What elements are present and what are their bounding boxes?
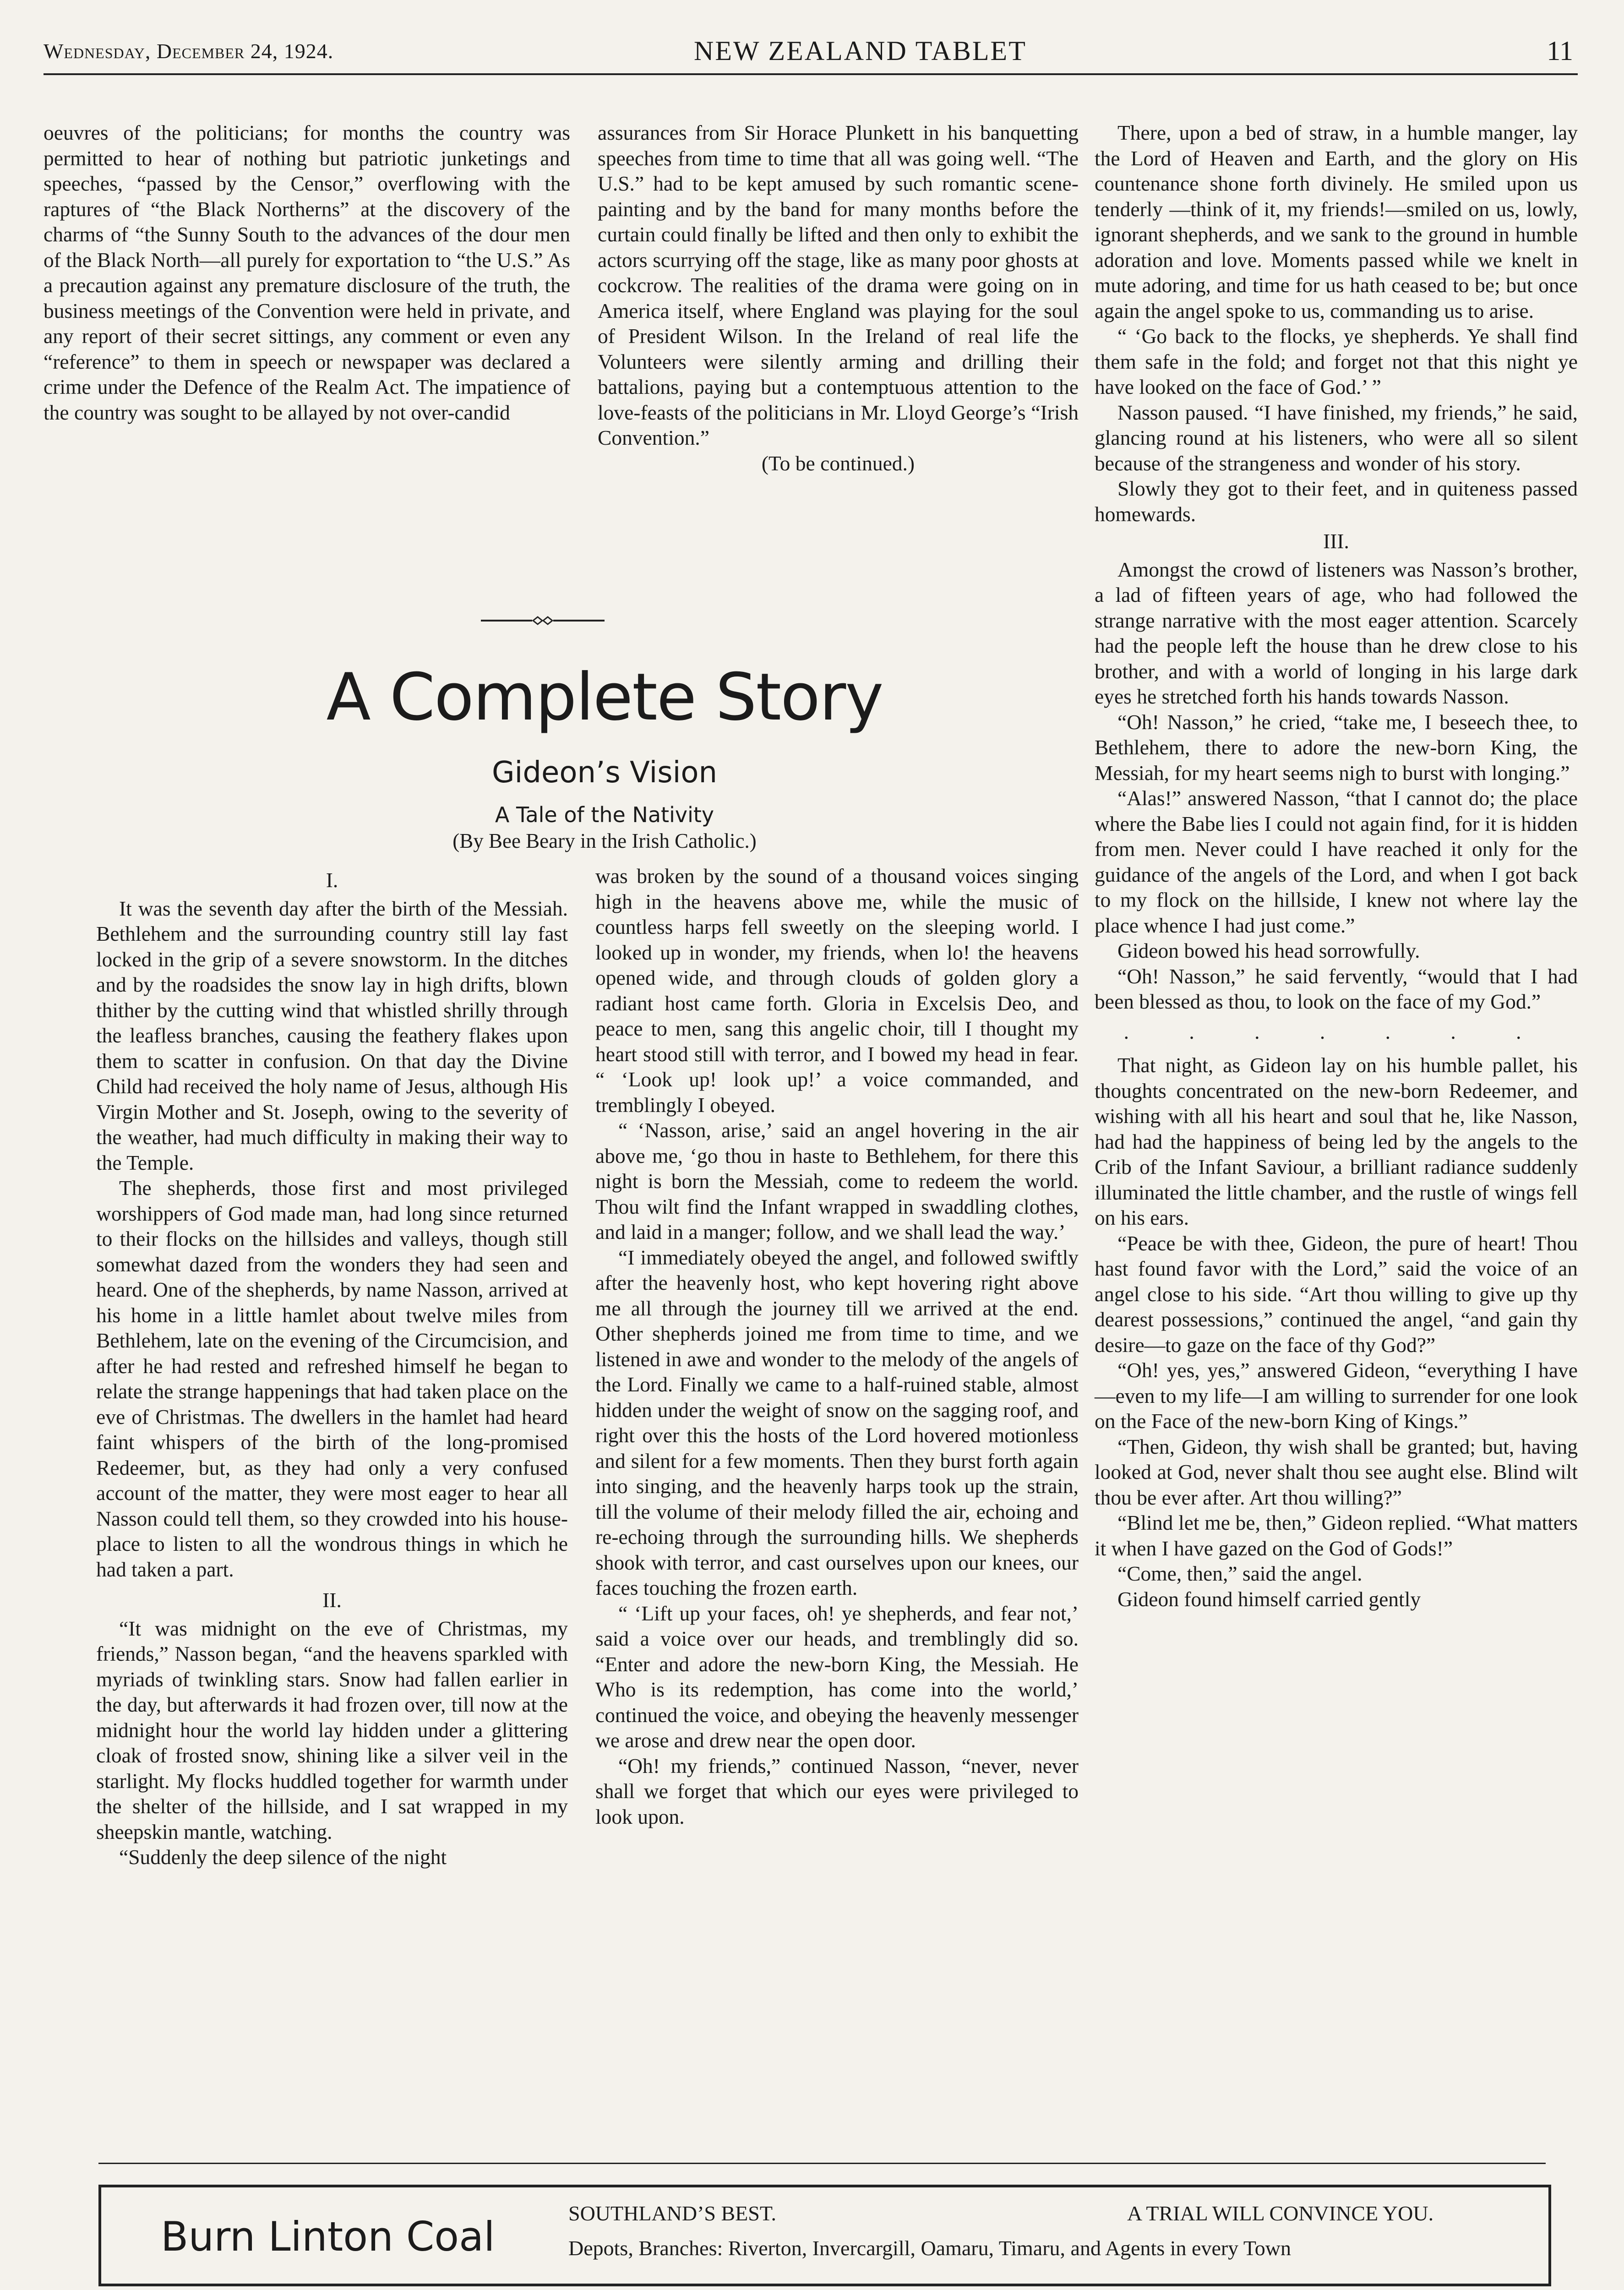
article-paragraph: oeuvres of the politicians; for months the country was permitted to hear of nothing but patriotic junketings and speeches, “passed by the Censor,” overflowing with the raptures of “the Black Northerns” at the discovery of the charms of “the Sunny South to the advances of the dour men of the Black North—all purely for exportation to “the U.S.” As a precaution against any premature disclosure of the truth, the business meetings of the Convention were held in private, and any report of their secret sittings, any comment or even any “reference” to them in speech or newspaper was declared a crime under the Defence of the Realm Act. The impatience of the country was sought to be allayed by not over-candid [44,121,570,424]
advert-depots: Depots, Branches: Riverton, Invercargill, Oamaru, Timaru, and Agents in every Town [568,2236,1291,2260]
story-paragraph: “Oh! Nasson,” he said fervently, “would that I had been blessed as thou, to look on the face of my God.” [1095,964,1578,1013]
story-paragraph: That night, as Gideon lay on his humble pallet, his thoughts concentrated on the new-born Redeemer, and wishing with all his heart and soul that he, like Nasson, had had the happiness of being led by the angels to the Crib of the Infant Saviour, a brilliant radiance suddenly illuminated the little chamber, and the rustle of wings fell on his ears. [1095,1053,1578,1229]
story-paragraph: The shepherds, those first and most privileged worshippers of God made man, had long since returned to their flocks on the hillsides and valleys, though still somewhat dazed from the wonders they had seen and heard. One of the shepherds, by name Nasson, arrived at his home in a little hamlet about twelve miles from Bethlehem, late on the evening of the Circumcision, and after he had rested and refreshed himself he began to relate the strange happenings that had taken place on the eve of Christmas. The dwellers in the hamlet had heard faint whispers of the birth of the long-promised Redeemer, but, as they had only a very confused account of the matter, they were most eager to hear all Nasson could tell them, so they crowded into his house-place to listen to all the wondrous things in which he had taken a part. [96,1176,568,1581]
story-paragraph: Slowly they got to their feet, and in quiteness passed homewards. [1095,477,1578,526]
story-paragraph: “Oh! Nasson,” he cried, “take me, I beseech thee, to Bethlehem, there to adore the new-born King, the Messiah, for my heart seems nigh to burst with longing.” [1095,710,1578,785]
story-paragraph: “Come, then,” said the angel. [1117,1562,1362,1585]
story-paragraph: “Alas!” answered Nasson, “that I cannot do; the place where the Babe lies I could not again find, for it is hidden from men. Never could I have reached it only for the guidance of the angels of the Lord, and when I got back to my flock on the hillside, I knew not where lay the place whence I had just come.” [1095,786,1578,937]
advert-tagline: SOUTHLAND’S BEST. [568,2202,777,2225]
advert-top-rule [98,2163,1546,2164]
column-2-story [595,863,1079,1829]
story-paragraph: “Suddenly the deep silence of the night [119,1845,447,1869]
story-paragraph: Gideon bowed his head sorrowfully. [1117,939,1420,962]
story-paragraph: “Oh! my friends,” continued Nasson, “never, never shall we forget that which our eyes were privileged to look upon. [595,1754,1079,1828]
header-rule [44,73,1578,75]
page-header [44,36,1573,76]
advert-brand: Burn Linton Coal [161,2213,495,2260]
masthead-title: NEW ZEALAND TABLET [694,36,1027,66]
story-paragraph: There, upon a bed of straw, in a humble manger, lay the Lord of Heaven and Earth, and the glory on His countenance shone forth divinely. He smiled upon us tenderly —think of it, my friends!—smiled on us, lowly, ignorant shepherds, and we sank to the ground in humble adoration and love. Moments passed while we knelt in mute adoring, and time for us hath ceased to be; but once again the angel spoke to us, commanding us to arise. [1095,121,1578,322]
story-paragraph: “Then, Gideon, thy wish shall be granted; but, having looked at God, never shalt thou see aught else. Blind wilt thou be ever after. Art thou willing?” [1095,1434,1578,1509]
advert-slogan: A TRIAL WILL CONVINCE YOU. [1127,2202,1434,2225]
article-paragraph: assurances from Sir Horace Plunkett in his banquetting speeches from time to time that all was going well. “The U.S.” had to be kept amused by such romantic scene-painting and by the band for many months before the curtain could finally be lifted and then only to exhibit the actors scurrying off the stage, like as many poor ghosts at cockcrow. The realities of the drama were going on in America itself, where England was playing for the soul of President Wilson. In the Ireland of real life the Volunteers were silently arming and drilling their battalions, paying but a contemptuous attention to the love-feasts of the politicians in Mr. Lloyd George’s “Irish Convention.” [598,121,1079,449]
page-number: 11 [1547,36,1573,66]
story-paragraph: “Blind let me be, then,” Gideon replied. “What matters it when I have gazed on the God of Gods!” [1095,1511,1578,1560]
column-3 [1095,120,1578,1612]
column-2-top [598,120,1079,476]
story-paragraph: was broken by the sound of a thousand voices singing high in the heavens above me, while the music of countless harps fell sweetly on the sleeping world. I looked up in wonder, my friends, when lo! the heavens opened wide, and through clouds of golden glory a radiant host came forth. Gloria in Excelsis Deo, and peace to men, sang this angelic choir, till I thought my heart stood still with terror, and I bowed my head in fear. “ ‘Look up! look up!’ a voice commanded, and tremblingly I obeyed. [595,864,1079,1117]
issue-date: Wednesday, December 24, 1924. [44,39,334,63]
to-be-continued: (To be continued.) [761,451,915,475]
column-1-story [96,866,568,1870]
column-1-top [44,120,570,425]
section-heading: I. [326,868,338,892]
story-paragraph: It was the seventh day after the birth of the Messiah. Bethlehem and the surrounding country still lay fast locked in the grip of a severe snowstorm. In the ditches and by the roadsides the snow lay in high drifts, blown thither by the cutting wind that whistled shrilly through the leafless branches, causing the feathery flakes upon them to scatter in confusion. On that day the Divine Child had received the holy name of Jesus, although His Virgin Mother and St. Joseph, owing to the severity of the weather, had much difficulty in making their way to the Temple. [96,896,568,1174]
story-title: A Complete Story [326,660,883,735]
story-paragraph: “I immediately obeyed the angel, and followed swiftly after the heavenly host, who kept hovering right above me all through the journey till we arrived at the end. Other shepherds joined me from time to time, and we listened in awe and wonder to the melody of the angels of the Lord. Finally we came to a half-ruined stable, almost hidden under the weight of snow on the sagging roof, and right over this the hosts of the Lord hovered motionless and silent for a few moments. Then they burst forth again into singing, and the heavenly harps took up the strain, till the volume of their melody filled the air, echoing and re-echoing through the surrounding hills. We shepherds shook with terror, and cast ourselves upon our knees, our faces touching the frozen earth. [595,1245,1079,1599]
section-heading: III. [1323,529,1349,553]
story-paragraph: “Oh! yes, yes,” answered Gideon, “everything I have—even to my life—I am willing to surrender for one look on the Face of the new-born King of Kings.” [1095,1358,1578,1433]
story-paragraph: “It was midnight on the eve of Christmas, my friends,” Nasson began, “and the heavens sparkled with myriads of twinkling stars. Snow had fallen earlier in the day, but afterwards it had frozen over, till now at the midnight hour the world lay hidden under a glittering cloak of frosted snow, shining like a silver veil in the starlight. My flocks huddled together for warmth under the shelter of the hillside, and I sat wrapped in my sheepskin mantle, watching. [96,1616,568,1843]
story-paragraph: “Peace be with thee, Gideon, the pure of heart! Thou hast found favor with the Lord,” said the voice of an angel close to his side. “Art thou willing to give up thy dearest possessions,” continued the angel, “and gain thy desire—to gaze on the face of thy God?” [1095,1231,1578,1357]
story-paragraph: Nasson paused. “I have finished, my friends,” he said, glancing round at his listeners, who were all so silent because of the strangeness and wonder of his story. [1095,400,1578,475]
story-paragraph: “ ‘Nasson, arise,’ said an angel hovering in the air above me, ‘go thou in haste to Bethlehem, for there this night is born the Messiah, come to redeem the world. Thou wilt find the Infant wrapped in swaddling clothes, and laid in a manger; follow, and we shall lead the way.’ [595,1118,1079,1243]
story-subtitle: Gideon’s Vision [491,756,718,790]
section-break-dots: . . . . . . . [1123,1020,1549,1043]
advertisement-box [98,2185,1551,2286]
story-paragraph: Gideon found himself carried gently [1117,1587,1421,1611]
story-tagline: A Tale of the Nativity [495,802,714,827]
story-paragraph: Amongst the crowd of listeners was Nasson’s brother, a lad of fifteen years of age, who had followed the strange narrative with the most eager attention. Scarcely had the people left the house than he drew close to his brother, and with a world of longing in his large dark eyes he stretched forth his hands towards Nasson. [1095,557,1578,708]
story-byline: (By Bee Beary in the Irish Catholic.) [452,829,757,852]
story-paragraph: “ ‘Go back to the flocks, ye shepherds. Ye shall find them safe in the fold; and forget not that this night ye have looked on the face of God.’ ” [1095,324,1578,398]
divider-ornament [481,614,605,627]
story-paragraph: “ ‘Lift up your faces, oh! ye shepherds, and fear not,’ said a voice over our heads, and tremblingly did so. “Enter and adore the new-born King, the Messiah. He Who is its redemption, has come into the world,’ continued the voice, and obeying the heavenly messenger we arose and drew near the open door. [595,1601,1079,1752]
section-heading: II. [322,1588,342,1612]
